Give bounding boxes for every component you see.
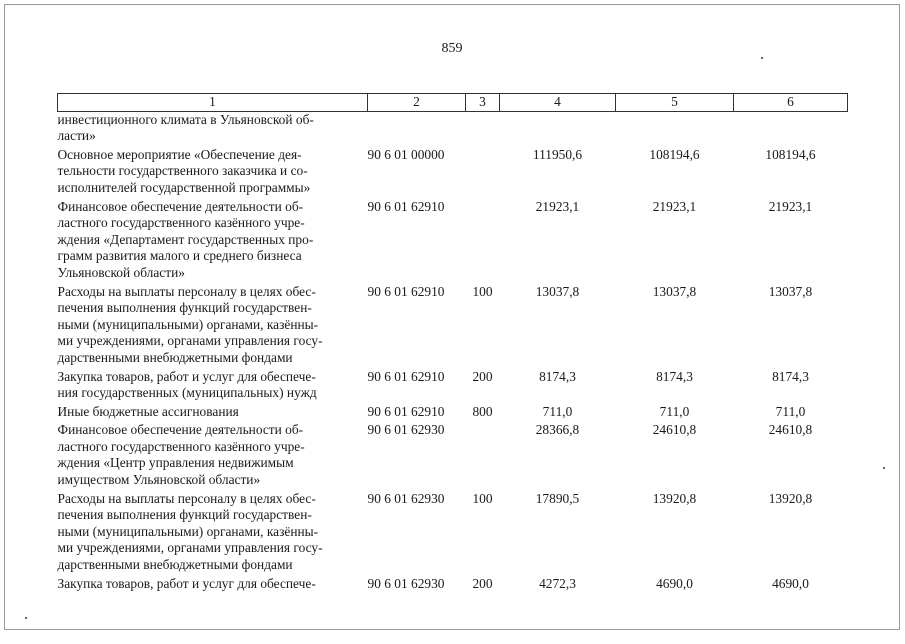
budget-table xyxy=(57,93,848,592)
row-value-col4: 8174,3 xyxy=(539,368,576,384)
row-value-col6: 8174,3 xyxy=(772,368,809,384)
row-value-col4: 21923,1 xyxy=(535,198,580,214)
row-code: 90 6 01 62930 xyxy=(367,490,445,506)
row-name: Финансовое обеспечение деятельности об- ластного государственного казённого учре- ждения «Центр управления недвижимым имуществом Ульяновской области» xyxy=(57,422,305,488)
column-header: 5 xyxy=(616,94,734,112)
row-type xyxy=(466,197,500,282)
table-row xyxy=(58,197,848,282)
row-name: Основное мероприятие «Обеспечение дея- тельности государственного заказчика и со- исполнителей государственной программы» xyxy=(57,146,311,195)
row-value-col5: 4690,0 xyxy=(656,575,693,591)
row-value-col6: 4690,0 xyxy=(772,575,809,591)
scan-speck xyxy=(761,57,763,59)
column-header: 1 xyxy=(58,94,368,112)
column-header: 4 xyxy=(500,94,616,112)
scan-speck xyxy=(25,617,27,619)
row-name: Расходы на выплаты персоналу в целях обес- печения выполнения функций государствен- ными (муниципальными) органами, казённы- ми учреждениями, органами управления госу- дарственными внебюджетными фондами xyxy=(57,490,323,573)
row-code: 90 6 01 62930 xyxy=(367,422,445,438)
table-body xyxy=(58,111,848,592)
row-value-col5 xyxy=(616,111,734,145)
table-row xyxy=(58,282,848,367)
row-value-col5: 8174,3 xyxy=(656,368,693,384)
table-row xyxy=(58,111,848,145)
row-code: 90 6 01 62910 xyxy=(367,198,445,214)
page-number: 859 xyxy=(441,41,463,56)
row-type: 800 xyxy=(472,403,493,419)
row-value-col4: 111950,6 xyxy=(532,146,583,162)
table-row xyxy=(58,367,848,402)
row-value-col5: 108194,6 xyxy=(649,146,700,162)
row-name: Расходы на выплаты персоналу в целях обес- печения выполнения функций государствен- ными (муниципальными) органами, казённы- ми учреждениями, органами управления госу- дарственными внебюджетными фондами xyxy=(57,283,323,365)
table-row xyxy=(58,402,848,421)
scan-speck xyxy=(883,467,885,469)
table-header-row xyxy=(58,94,848,112)
table-row xyxy=(58,489,848,574)
row-value-col6: 711,0 xyxy=(775,403,806,419)
row-value-col4: 4272,3 xyxy=(539,575,576,591)
row-type: 200 xyxy=(472,575,493,591)
row-name: Финансовое обеспечение деятельности об- ластного государственного казённого учре- ждения «Департамент государственных про- грамм развития малого и среднего бизнеса Ульяновской области» xyxy=(57,198,314,280)
row-value-col4: 28366,8 xyxy=(535,422,580,438)
row-value-col6: 108194,6 xyxy=(765,146,816,162)
row-type: 100 xyxy=(472,283,493,299)
row-code: 90 6 01 62910 xyxy=(367,283,445,299)
row-code: 90 6 01 62930 xyxy=(367,575,445,591)
row-value-col5: 13037,8 xyxy=(652,283,697,299)
row-type xyxy=(466,111,500,145)
row-value-col4 xyxy=(500,111,616,145)
row-name: Иные бюджетные ассигнования xyxy=(57,403,239,419)
row-value-col4: 17890,5 xyxy=(535,490,580,506)
row-name: Закупка товаров, работ и услуг для обеспече- xyxy=(57,575,316,591)
row-value-col5: 21923,1 xyxy=(652,198,697,214)
row-value-col5: 24610,8 xyxy=(652,422,697,438)
row-code: 90 6 01 62910 xyxy=(367,403,445,419)
table-row xyxy=(58,145,848,197)
row-value-col6: 13037,8 xyxy=(768,283,813,299)
row-type: 100 xyxy=(472,490,493,506)
column-header: 6 xyxy=(734,94,848,112)
row-value-col5: 13920,8 xyxy=(652,490,697,506)
row-name: инвестиционного климата в Ульяновской об- ласти» xyxy=(57,111,314,144)
table-row xyxy=(58,420,848,488)
row-type: 200 xyxy=(472,368,493,384)
row-value-col6: 24610,8 xyxy=(768,422,813,438)
row-value-col5: 711,0 xyxy=(659,403,690,419)
row-value-col6 xyxy=(734,111,848,145)
row-code xyxy=(368,111,466,145)
table-row xyxy=(58,574,848,593)
row-value-col6: 21923,1 xyxy=(768,198,813,214)
row-type xyxy=(466,420,500,488)
row-name: Закупка товаров, работ и услуг для обеспече- ния государственных (муниципальных) нужд xyxy=(57,368,317,401)
row-code: 90 6 01 00000 xyxy=(367,146,445,162)
row-value-col4: 13037,8 xyxy=(535,283,580,299)
row-type xyxy=(466,145,500,197)
row-value-col4: 711,0 xyxy=(542,403,573,419)
row-code: 90 6 01 62910 xyxy=(367,368,445,384)
document-page xyxy=(4,4,900,630)
row-value-col6: 13920,8 xyxy=(768,490,813,506)
column-header: 2 xyxy=(368,94,466,112)
column-header: 3 xyxy=(466,94,500,112)
